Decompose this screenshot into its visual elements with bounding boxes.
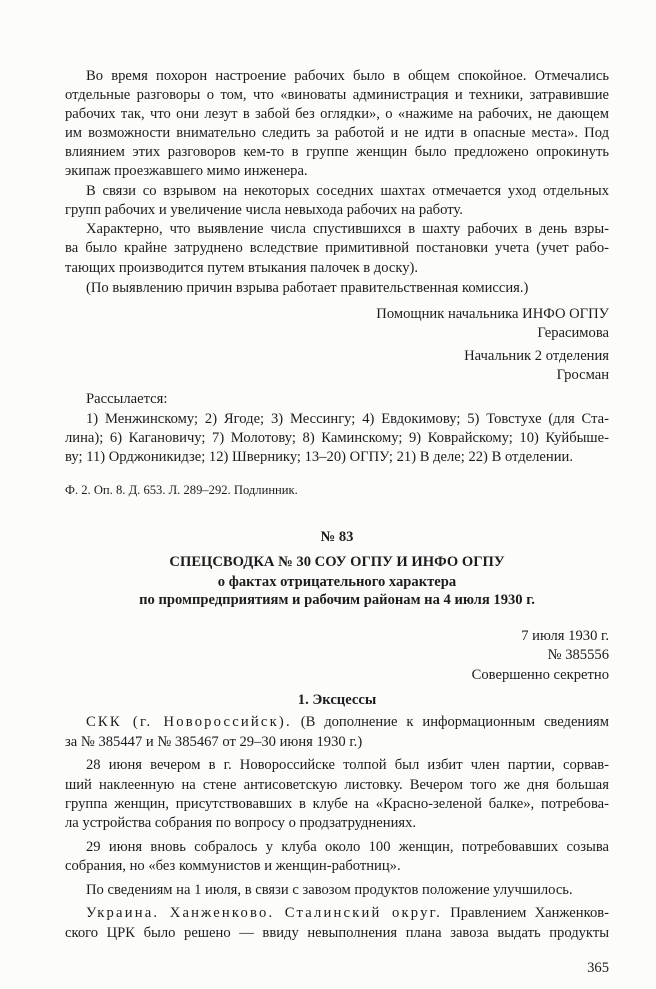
paragraph-line: Характерно, что выявление числа спустившихся в шахту рабочих в день взры-: [86, 221, 609, 237]
body-line: [86, 881, 609, 899]
archive-reference: Ф. 2. Оп. 8. Д. 653. Л. 289–292. Подлинник.: [65, 483, 298, 497]
paragraph-line: В связи со взрывом на некоторых соседних шахтах отмечается уход отдельных: [86, 183, 609, 199]
distribution-label: Рассылается:: [86, 391, 168, 407]
body-text: ского ЦРК было решено — ввиду невыполнения плана завоза выдать продукты: [65, 925, 609, 941]
body-line: [65, 795, 609, 813]
body-line: [65, 924, 609, 942]
registration-number: № 385556: [547, 647, 609, 663]
body-line: [86, 838, 609, 856]
page-number: 365: [587, 960, 609, 976]
body-text: за № 385447 и № 385467 от 29–30 июня 1930 г.): [65, 734, 363, 750]
distribution-line: 1) Менжинскому; 2) Ягоде; 3) Мессингу; 4) Евдокимову; 5) Товстухе (для Ста-: [86, 411, 609, 427]
spaced-heading: СКК (г. Новороссийск).: [86, 714, 292, 730]
body-line: [65, 814, 609, 832]
body-line: [65, 733, 609, 751]
body-line: [65, 776, 609, 794]
body-line: [86, 904, 609, 922]
signature-line: Герасимова: [537, 325, 609, 341]
body-text: ший наклеенную на стене антисоветскую листовку. Вечером того же дня большая: [65, 777, 609, 793]
document-title-line: о фактах отрицательного характера: [217, 574, 457, 590]
body-text: 28 июня вечером в г. Новороссийске толпой был избит член партии, сорвав-: [86, 757, 609, 773]
body-line: [65, 857, 609, 875]
body-text: собрания, но «без коммунистов и женщин-работниц».: [65, 858, 401, 874]
paragraph-line: отдельные разговоры о том, что «виноваты администрация и техники, затравившие: [65, 87, 609, 103]
body-text: Правлением Ханженков-: [441, 905, 609, 921]
body-text: По сведениям на 1 июля, в связи с завозом продуктов положение улучшилось.: [86, 882, 573, 898]
paragraph-line: тающих производится путем втыкания палочек в доску).: [65, 260, 419, 276]
document-number: № 83: [320, 529, 354, 545]
paragraph-line: им возможности внимательно следить за работой и не идти в опасные места». Под: [65, 125, 609, 141]
paragraph-line: экипаж проезжавшего мимо инженера.: [65, 163, 308, 179]
spaced-heading: Украина. Ханженково. Сталинский округ.: [86, 905, 442, 921]
paragraph-line: групп рабочих и увеличение числа невыхода рабочих на работу.: [65, 202, 463, 218]
body-text: группа женщин, присутствовавших в клубе на «Красно-зеленой балке», потребова-: [65, 796, 609, 812]
body-text: ла устройства собрания по вопросу о продзатруднениях.: [65, 815, 417, 831]
document-title-line: СПЕЦСВОДКА № 30 СОУ ОГПУ И ИНФО ОГПУ: [169, 554, 505, 570]
classification-label: Совершенно секретно: [471, 667, 609, 683]
paragraph-line: (По выявлению причин взрыва работает правительственная комиссия.): [86, 280, 529, 296]
signature-line: Помощник начальника ИНФО ОГПУ: [376, 306, 609, 322]
paragraph-line: Во время похорон настроение рабочих было в общем спокойное. Отмечались: [86, 68, 609, 84]
body-line: [86, 756, 609, 774]
paragraph-line: влиянием этих разговоров кем-то в группе женщин было предложено опрокинуть: [65, 144, 609, 160]
signature-line: Гросман: [556, 367, 609, 383]
body-text: 29 июня вновь собралось у клуба около 100 женщин, потребовавших созыва: [86, 839, 609, 855]
body-text: (В дополнение к информационным сведениям: [291, 714, 609, 730]
signature-line: Начальник 2 отделения: [464, 348, 609, 364]
paragraph-line: ва было крайне затруднено вследствие примитивной постановки учета (учет рабо-: [65, 240, 609, 256]
body-line: [86, 713, 609, 731]
document-title-line: по промпредприятиям и рабочим районам на 4 июля 1930 г.: [139, 592, 535, 608]
distribution-line: ву; 11) Орджоникидзе; 12) Швернику; 13–20) ОГПУ; 21) В деле; 22) В отделении.: [65, 449, 573, 465]
paragraph-line: рабочих так, что они лезут в забой без оглядки», о «нажиме на рабочих, не дающем: [65, 106, 609, 122]
document-date: 7 июля 1930 г.: [521, 628, 609, 644]
section-heading: 1. Эксцессы: [297, 692, 377, 708]
distribution-line: лина); 6) Кагановичу; 7) Молотову; 8) Каминскому; 9) Коврайскому; 10) Куйбыше-: [65, 430, 609, 446]
